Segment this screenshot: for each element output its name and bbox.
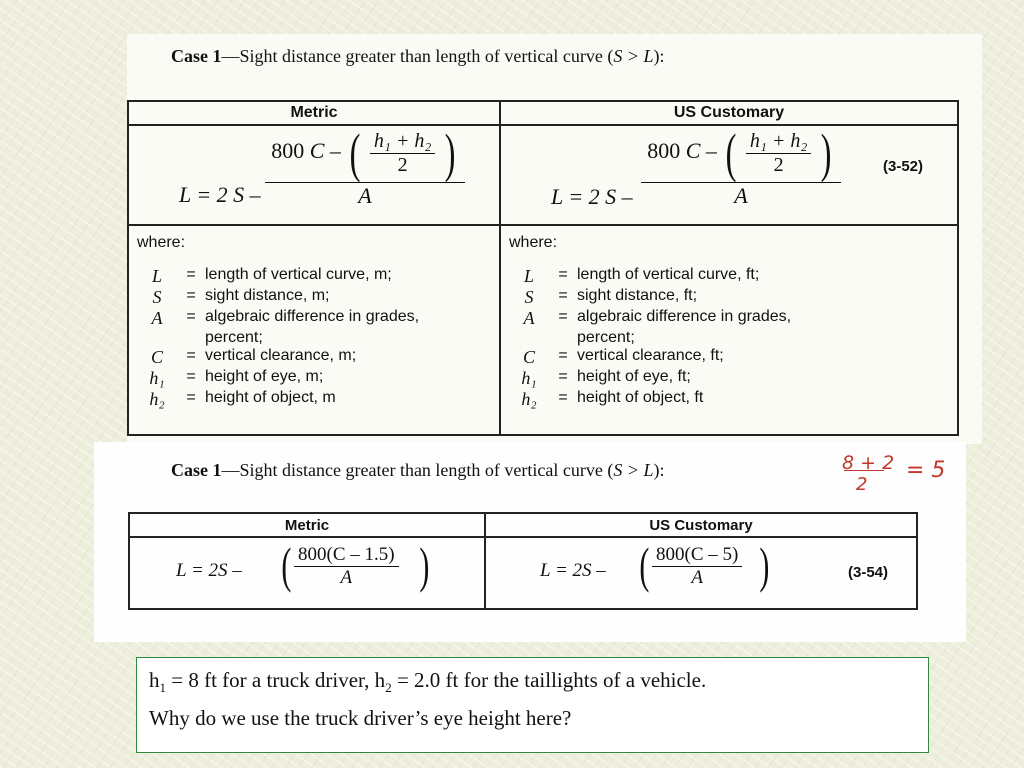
- where-label: where:: [509, 234, 558, 251]
- definition-eq: =: [558, 266, 568, 283]
- definition-eq: =: [558, 287, 568, 304]
- equation-table-3-52: [127, 100, 959, 436]
- definition-row: [137, 347, 491, 368]
- formula-minus: –: [705, 138, 717, 164]
- equation-table-3-54: [128, 512, 918, 610]
- definition-row: [137, 266, 491, 287]
- formula-cell-metric: [128, 125, 500, 225]
- note-line-1: $h_1 = 8$ ft for a truck driver, $h_2 = 2.0$ ft for the taillights of a vehicle.: [149, 668, 707, 696]
- formula-numerator: 800(C – 5): [652, 544, 742, 567]
- definition-eq: =: [186, 368, 196, 385]
- definition-text: vertical clearance, ft;: [577, 347, 724, 364]
- formula-coefficient: 800: [271, 138, 305, 164]
- case-1-title-bottom: Case 1—Sight distance greater than length of vertical curve (S > L):: [171, 460, 665, 480]
- equation-number-3-52: (3-52): [883, 158, 924, 175]
- definition-sym: h₂: [149, 389, 165, 409]
- definition-row: [137, 308, 491, 329]
- definition-text: height of object, m: [205, 389, 336, 406]
- definition-row: [509, 287, 949, 308]
- header-us-customary: US Customary: [485, 513, 917, 537]
- definition-text: algebraic difference in grades,: [205, 308, 420, 325]
- definition-sym: h₁: [521, 368, 537, 388]
- handwritten-calculation: [842, 452, 962, 502]
- definitions-cell-metric: [128, 225, 500, 435]
- definition-sym: [137, 329, 177, 347]
- definitions-cell-us: [500, 225, 958, 435]
- definition-eq: [177, 329, 205, 347]
- note-line-2-question: Why do we use the truck driver’s eye height here?: [149, 706, 572, 731]
- formula-fraction: [294, 544, 399, 589]
- definition-row: [509, 329, 949, 347]
- handwriting-result: = 5: [906, 458, 946, 483]
- definition-text: height of object, ft: [577, 389, 704, 406]
- definition-sym: L: [523, 266, 534, 286]
- formula-denominator: A: [734, 183, 748, 208]
- formula-var-c: C: [685, 138, 701, 164]
- definition-sym: C: [522, 347, 535, 367]
- formula-var-c: C: [309, 138, 325, 164]
- formula-lhs: L = 2 S –: [179, 182, 261, 207]
- definition-text: sight distance, m;: [205, 287, 330, 304]
- definition-eq: =: [186, 389, 196, 406]
- formula-two: 2: [397, 153, 408, 176]
- definition-text: percent;: [205, 329, 263, 346]
- definition-sym: h₂: [521, 389, 537, 409]
- formula-numerator: 800(C – 1.5): [294, 544, 399, 567]
- definitions-list-metric: [137, 266, 491, 410]
- formula-fraction: 800 C – ( $\frac{\text{h₁ + h₂}}{2}$ ) A: [265, 126, 465, 209]
- header-metric: Metric: [129, 513, 485, 537]
- header-metric: Metric: [128, 101, 500, 125]
- definition-text: length of vertical curve, ft;: [577, 266, 760, 283]
- formula-lhs: L = 2 S –: [551, 184, 633, 209]
- definition-text: height of eye, ft;: [577, 368, 691, 385]
- where-label: where:: [137, 234, 186, 251]
- definition-text: height of eye, m;: [205, 368, 324, 385]
- definition-row: [509, 347, 949, 368]
- definition-text: vertical clearance, m;: [205, 347, 357, 364]
- case-1-title-top: Case 1—Sight distance greater than length of vertical curve (S > L):: [171, 46, 665, 66]
- definition-eq: =: [558, 368, 568, 385]
- definition-eq: =: [186, 287, 196, 304]
- definition-row: [137, 329, 491, 347]
- definition-eq: =: [186, 347, 196, 364]
- definition-text: percent;: [577, 329, 635, 346]
- definition-row: [509, 389, 949, 410]
- formula-cell-us: L = 2S – ( $\frac{800(C - 5)}{A}$ ) (3-54): [485, 537, 917, 609]
- formula-fraction: 800 C – ( $\frac{\text{h₁ + h₂}}{2}$ ) A: [641, 126, 841, 209]
- formula-lhs: L = 2S –: [540, 560, 606, 581]
- handwriting-denominator: 2: [856, 474, 868, 495]
- definition-sym: C: [150, 347, 163, 367]
- definition-text: algebraic difference in grades,: [577, 308, 792, 325]
- formula-h-sum: h₁ + h₂: [370, 130, 435, 154]
- definition-sym: A: [151, 308, 163, 328]
- definition-text: length of vertical curve, m;: [205, 266, 392, 283]
- definition-sym: S: [524, 287, 534, 307]
- formula-h-sum: h₁ + h₂: [746, 130, 811, 154]
- definition-sym: h₁: [149, 368, 165, 388]
- definition-eq: =: [186, 266, 196, 283]
- definition-eq: [549, 329, 577, 347]
- definition-sym: L: [151, 266, 162, 286]
- equation-3-52-panel: [127, 34, 982, 444]
- definition-row: [509, 308, 949, 329]
- definition-eq: =: [186, 308, 196, 325]
- definition-row: [137, 389, 491, 410]
- formula-fraction: [652, 544, 742, 589]
- definition-row: [137, 287, 491, 308]
- formula-denominator: A: [340, 567, 353, 588]
- formula-coefficient: 800: [647, 138, 681, 164]
- formula-cell-us: [500, 125, 958, 225]
- equation-number-3-54: (3-54): [848, 564, 889, 581]
- formula-minus: –: [329, 138, 341, 164]
- definition-row: [509, 266, 949, 287]
- formula-denominator: A: [358, 183, 372, 208]
- definition-eq: =: [558, 389, 568, 406]
- formula-two: 2: [773, 153, 784, 176]
- definition-row: [137, 368, 491, 389]
- definition-text: sight distance, ft;: [577, 287, 698, 304]
- definition-eq: =: [558, 308, 568, 325]
- definition-row: [509, 368, 949, 389]
- note-box: [136, 657, 929, 753]
- formula-cell-metric: L = 2S – ( $\frac{800(C - 1.5)}{A}$ ): [129, 537, 485, 609]
- definition-sym: A: [523, 308, 535, 328]
- equation-3-54-panel: [94, 442, 966, 642]
- header-us-customary: US Customary: [500, 101, 958, 125]
- definition-sym: S: [152, 287, 162, 307]
- formula-denominator: A: [691, 567, 703, 588]
- formula-lhs: L = 2S –: [176, 560, 242, 581]
- definitions-list-us: [509, 266, 949, 410]
- definition-sym: [509, 329, 549, 347]
- definition-eq: =: [558, 347, 568, 364]
- handwriting-numerator: 8 + 2: [842, 452, 895, 474]
